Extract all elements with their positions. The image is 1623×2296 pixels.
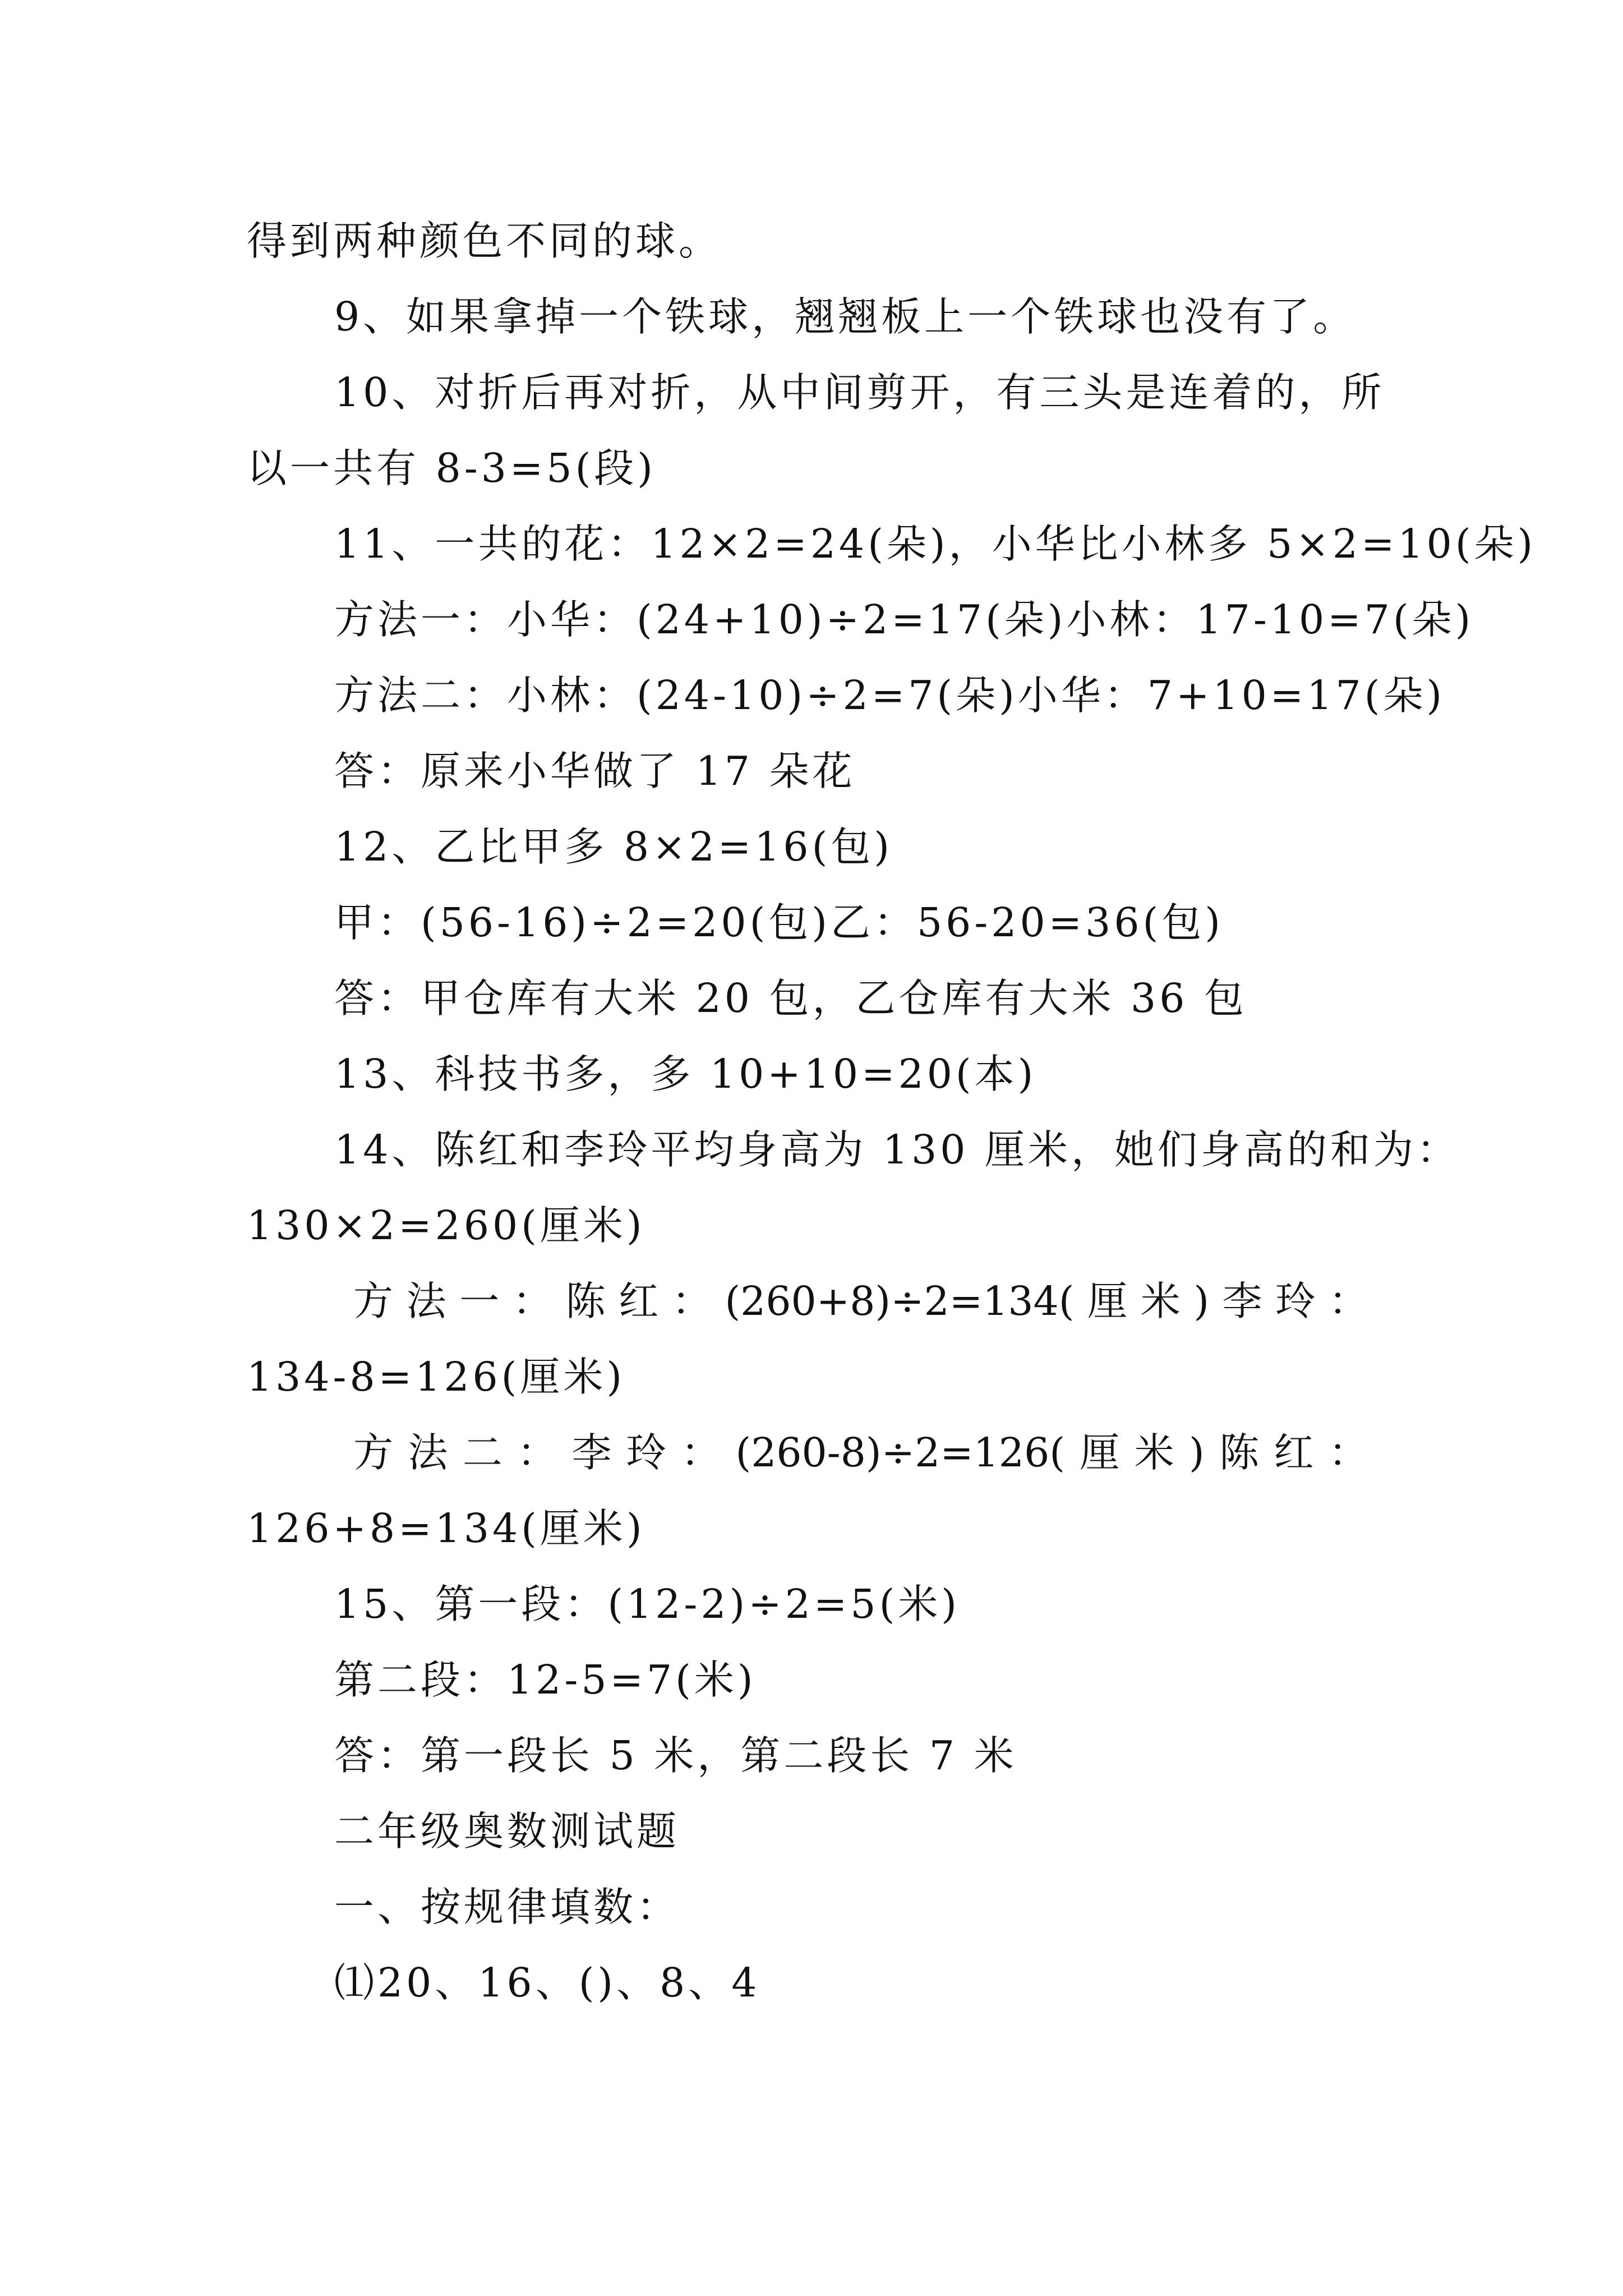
text-token: 红 [619, 1278, 659, 1324]
justified-text-line [353, 1425, 1368, 1481]
text-line: 12、乙比甲多 8×2=16(包) [334, 823, 893, 870]
text-line: 得到两种颜色不同的球。 [247, 218, 722, 264]
text-line: 126+8=134(厘米) [247, 1505, 645, 1552]
text-token: 红 [1274, 1429, 1314, 1476]
text-token: ： [512, 1278, 552, 1324]
text-line: 方法一：小华：(24+10)÷2=17(朵)小林：17-10=7(朵) [334, 596, 1474, 643]
text-token: (260-8)÷2=126( [735, 1429, 1065, 1476]
text-line: 一、按规律填数： [334, 1884, 680, 1930]
text-line: 以一共有 8-3=5(段) [247, 445, 656, 491]
text-line: 答：原来小华做了 17 朵花 [334, 748, 856, 794]
text-token: 玲 [626, 1429, 666, 1476]
text-token: 厘 [1080, 1429, 1120, 1476]
text-token: ) [1193, 1278, 1210, 1324]
text-token: 方 [353, 1278, 394, 1324]
text-token: ： [681, 1429, 721, 1476]
text-line: 11、一共的花：12×2=24(朵)，小华比小林多 5×2=10(朵) [334, 521, 1537, 567]
text-line: 二年级奥数测试题 [334, 1808, 680, 1855]
text-line: 方法二：小林：(24-10)÷2=7(朵)小华：7+10=17(朵) [334, 672, 1446, 719]
text-token: ： [517, 1429, 557, 1476]
text-line: 13、科技书多，多 10+10=20(本) [334, 1051, 1037, 1097]
text-token: 厘 [1087, 1278, 1128, 1324]
text-line: ⑴20、16、()、8、4 [334, 1959, 760, 2006]
justified-text-line [353, 1273, 1368, 1329]
text-token: ) [1189, 1429, 1205, 1476]
text-line: 答：第一段长 5 米，第二段长 7 米 [334, 1732, 1017, 1779]
text-token: 二 [462, 1429, 502, 1476]
text-token: ： [1328, 1429, 1368, 1476]
text-token: ： [1328, 1278, 1368, 1324]
text-line: 10、对折后再对折，从中间剪开，有三头是连着的，所 [334, 369, 1385, 416]
text-line: 15、第一段：(12-2)÷2=5(米) [334, 1581, 960, 1627]
text-token: 一 [459, 1278, 500, 1324]
text-token: 玲 [1275, 1278, 1316, 1324]
text-line: 9、如果拿掉一个铁球，翘翘板上一个铁球也没有了。 [334, 293, 1357, 340]
text-token: 米 [1140, 1278, 1181, 1324]
text-token: 法 [408, 1429, 448, 1476]
text-token: (260+8)÷2=134( [725, 1278, 1075, 1324]
text-token: 陈 [1219, 1429, 1260, 1476]
text-line: 第二段：12-5=7(米) [334, 1657, 757, 1703]
text-line: 甲：(56-16)÷2=20(包)乙：56-20=36(包) [334, 899, 1224, 946]
text-token: 李 [1222, 1278, 1262, 1324]
text-token: 米 [1134, 1429, 1174, 1476]
text-token: 方 [353, 1429, 394, 1476]
text-token: 李 [571, 1429, 612, 1476]
text-token: ： [671, 1278, 712, 1324]
text-line: 130×2=260(厘米) [247, 1202, 645, 1249]
text-token: 陈 [565, 1278, 606, 1324]
text-token: 法 [406, 1278, 446, 1324]
text-line: 14、陈红和李玲平均身高为 130 厘米，她们身高的和为： [334, 1126, 1460, 1173]
text-line: 134-8=126(厘米) [247, 1354, 626, 1400]
text-line: 答：甲仓库有大米 20 包，乙仓库有大米 36 包 [334, 975, 1247, 1022]
